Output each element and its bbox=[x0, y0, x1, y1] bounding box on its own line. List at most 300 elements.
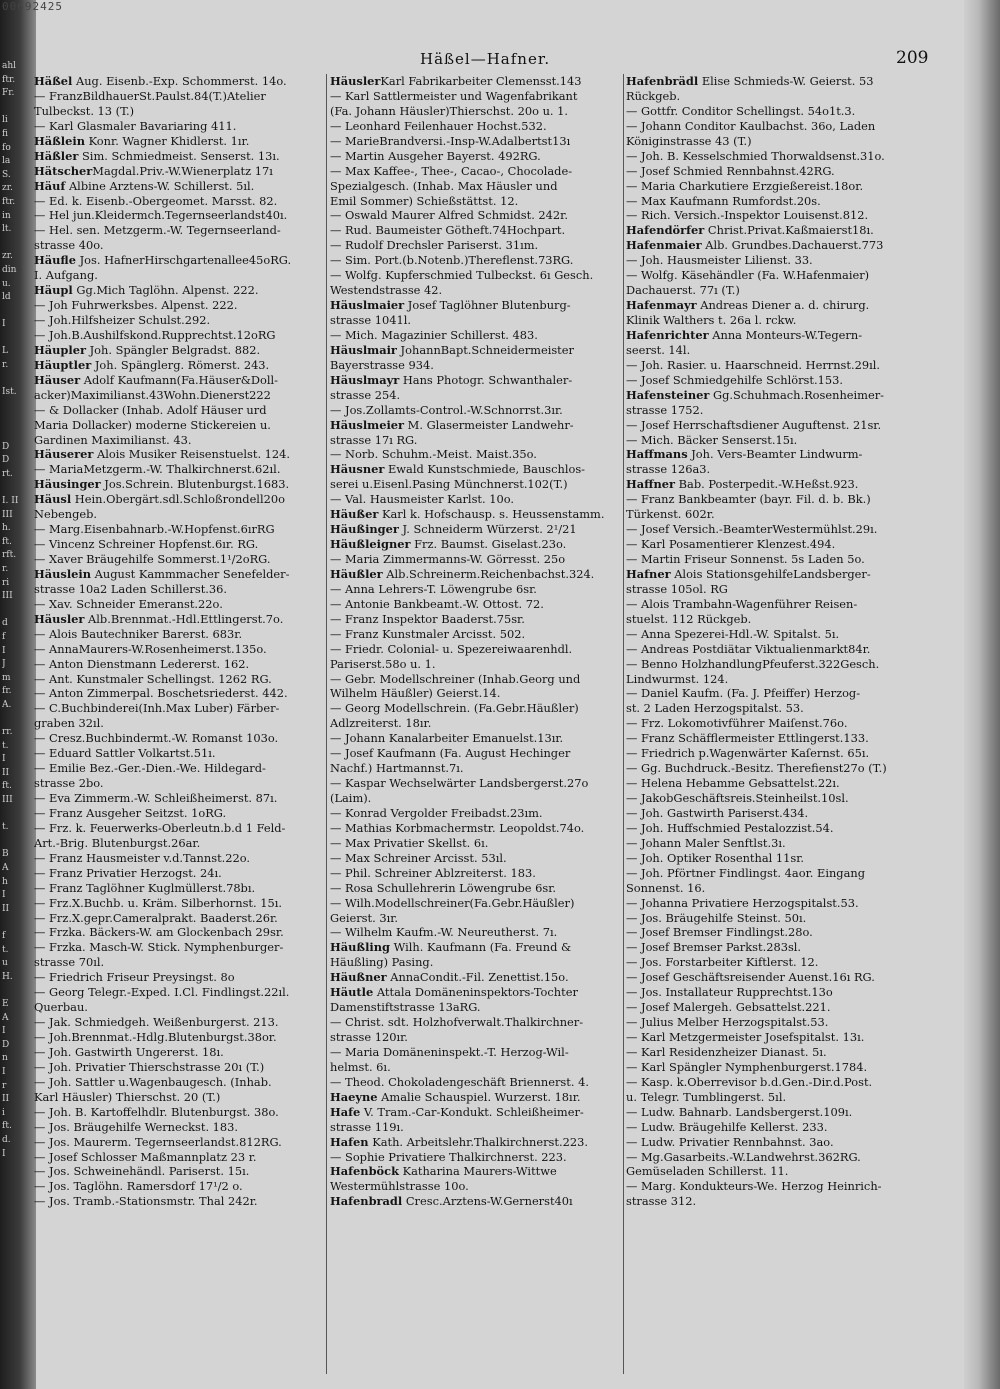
directory-entry bbox=[34, 268, 324, 283]
entry-text: Gemüseladen Schillerst. 11. bbox=[626, 1164, 789, 1179]
entry-text: — Karl Sattlermeister und Wagenfabrikant bbox=[330, 88, 578, 103]
entry-text: — MarieBrandversi.-Insp-W.Adalbertst13ı bbox=[330, 133, 571, 148]
entry-text: — Frz.X.Buchb. u. Kräm. Silberhornst. 15ı. bbox=[34, 895, 282, 910]
entry-text: — Karl Residenzheizer Dianast. 5ı. bbox=[626, 1044, 827, 1059]
directory-entry bbox=[34, 866, 324, 881]
directory-entry bbox=[330, 89, 622, 104]
entry-text: strasse 119ı. bbox=[330, 1119, 404, 1134]
directory-entry bbox=[626, 164, 920, 179]
directory-entry bbox=[626, 104, 920, 119]
directory-entry bbox=[34, 806, 324, 821]
directory-entry bbox=[330, 313, 622, 328]
entry-text: — Konrad Vergolder Freibadst.23ım. bbox=[330, 805, 543, 820]
directory-entry bbox=[626, 1000, 920, 1015]
entry-text: — Alois Trambahn-Wagenführer Reisen- bbox=[626, 596, 858, 611]
entry-text: Westendstrasse 42. bbox=[330, 283, 443, 298]
entry-text: Westermühlstrasse 10o. bbox=[330, 1179, 469, 1194]
entry-text: — Xaver Bräugehilfe Sommerst.1¹/2oRG. bbox=[34, 552, 271, 566]
directory-entry bbox=[626, 492, 920, 507]
entry-text: — Rosa Schullehrerin Löwengrube 6sr. bbox=[330, 880, 557, 895]
entry-text: Klinik Walthers t. 26a l. rckw. bbox=[626, 313, 797, 327]
surname-heading: Häuf bbox=[34, 178, 66, 193]
directory-entry bbox=[626, 208, 920, 223]
surname-heading: Häßler bbox=[34, 148, 79, 163]
surname-heading: Häuslmaier bbox=[330, 298, 405, 313]
entry-text: Jos. HafnerHirschgartenallee45oRG. bbox=[75, 253, 292, 268]
entry-text: strasse 17ı RG. bbox=[330, 432, 418, 447]
directory-entry bbox=[626, 179, 920, 194]
directory-entry bbox=[34, 1164, 324, 1179]
entry-text: (Laim). bbox=[330, 791, 372, 805]
directory-entry bbox=[34, 761, 324, 776]
entry-text: — Max Kaffee-, Thee-, Cacao-, Chocolade- bbox=[330, 163, 573, 178]
entry-text: — Gg. Buchdruck.-Besitz. Therefienst27o (T.) bbox=[626, 761, 887, 776]
surname-heading: Hafen bbox=[330, 1134, 369, 1149]
directory-entry bbox=[330, 866, 622, 881]
entry-text: — JakobGeschäftsreis.Steinheilst.10sl. bbox=[626, 791, 849, 805]
entry-text: — C.Buchbinderei(Inh.Max Luber) Färber- bbox=[34, 701, 280, 716]
directory-entry bbox=[34, 343, 324, 358]
entry-text: — Frz. Lokomotivführer Maiſenst.76o. bbox=[626, 716, 848, 731]
directory-entry bbox=[34, 940, 324, 955]
directory-entry bbox=[330, 268, 622, 283]
entry-text: — AnnaMaurers-W.Rosenheimerst.135o. bbox=[34, 641, 267, 656]
directory-entry bbox=[626, 672, 920, 687]
directory-entry bbox=[626, 1150, 920, 1165]
column-middle bbox=[330, 74, 622, 1374]
entry-text: Art.-Brig. Blutenburgst.26ar. bbox=[34, 835, 201, 850]
entry-text: Alois StationsgehilfeLandsberger- bbox=[670, 566, 871, 581]
directory-entry bbox=[34, 1194, 324, 1209]
directory-entry bbox=[34, 134, 324, 149]
entry-text: — Kaspar Wechselwärter Landsbergerst.27o bbox=[330, 776, 589, 791]
surname-heading: Häußer bbox=[330, 507, 379, 522]
directory-entry bbox=[34, 358, 324, 373]
running-head: Häßel—Hafner. bbox=[420, 50, 551, 68]
entry-text: — Friedrich Friseur Preysingst. 8o bbox=[34, 970, 235, 985]
directory-entry bbox=[34, 612, 324, 627]
directory-entry bbox=[626, 791, 920, 806]
entry-text: — Maria Charkutiere Erzgießereist.18or. bbox=[626, 178, 864, 193]
entry-text: — Ed. k. Eisenb.-Obergeomet. Marsst. 82. bbox=[34, 193, 278, 208]
entry-text: M. Glasermeister Landwehr- bbox=[404, 417, 574, 432]
entry-text: — Marg. Kondukteurs-We. Herzog Heinrich- bbox=[626, 1179, 882, 1194]
directory-entry bbox=[34, 179, 324, 194]
directory-entry bbox=[330, 701, 622, 716]
entry-text: — Gebr. Modellschreiner (Inhab.Georg und bbox=[330, 671, 581, 686]
entry-text: — Martin Ausgeher Bayerst. 492RG. bbox=[330, 148, 541, 163]
surname-heading: Häußner bbox=[330, 970, 387, 985]
entry-text: strasse 2bo. bbox=[34, 776, 104, 791]
entry-text: — Johanna Privatiere Herzogspitalst.53. bbox=[626, 895, 859, 910]
entry-text: Alois Musiker Reisenstuelst. 124. bbox=[93, 447, 291, 462]
directory-entry bbox=[330, 940, 622, 955]
directory-entry bbox=[34, 791, 324, 806]
directory-entry bbox=[626, 627, 920, 642]
surname-heading: Haeyne bbox=[330, 1089, 378, 1104]
directory-entry bbox=[34, 283, 324, 298]
directory-entry bbox=[34, 1060, 324, 1075]
column-rule bbox=[623, 74, 624, 1374]
directory-entry bbox=[626, 283, 920, 298]
entry-text: strasse 254. bbox=[330, 387, 401, 402]
directory-entry bbox=[626, 298, 920, 313]
surname-heading: Häusl bbox=[34, 492, 72, 507]
directory-entry bbox=[626, 567, 920, 582]
entry-text: V. Tram.-Car-Kondukt. Schleißheimer- bbox=[360, 1104, 584, 1119]
entry-text: — Val. Hausmeister Karlst. 10o. bbox=[330, 492, 515, 507]
directory-entry bbox=[626, 1015, 920, 1030]
directory-entry bbox=[626, 1060, 920, 1075]
surname-heading: Häusinger bbox=[34, 477, 101, 492]
column-left bbox=[34, 74, 324, 1374]
surname-heading: Häufle bbox=[34, 253, 76, 268]
directory-entry bbox=[626, 1075, 920, 1090]
directory-entry bbox=[34, 881, 324, 896]
entry-text: — Franz Hausmeister v.d.Tannst.22o. bbox=[34, 850, 251, 865]
entry-text: strasse 1752. bbox=[626, 402, 704, 417]
directory-entry bbox=[330, 821, 622, 836]
entry-text: — Joh Fuhrwerksbes. Alpenst. 222. bbox=[34, 298, 238, 313]
directory-entry bbox=[330, 492, 622, 507]
entry-text: — Mich. Bäcker Senserst.15ı. bbox=[626, 432, 798, 447]
entry-text: — Eduard Sattler Volkartst.51ı. bbox=[34, 746, 216, 761]
entry-text: Geierst. 3ır. bbox=[330, 910, 399, 925]
entry-text: Pariserst.58o u. 1. bbox=[330, 656, 436, 671]
entry-text: Attala Domäneninspektors-Tochter bbox=[373, 985, 578, 1000]
entry-text: — Theod. Chokoladengeschäft Briennerst. 4. bbox=[330, 1074, 589, 1089]
directory-entry bbox=[330, 1120, 622, 1135]
surname-heading: Hätscher bbox=[34, 163, 93, 178]
surname-heading: Hafendörfer bbox=[626, 223, 705, 238]
directory-entry bbox=[34, 851, 324, 866]
directory-entry bbox=[34, 492, 324, 507]
entry-text: strasse 10a2 Laden Schillerst.36. bbox=[34, 581, 228, 596]
entry-text: strasse 120ır. bbox=[330, 1030, 408, 1044]
directory-entry bbox=[330, 642, 622, 657]
surname-heading: Häupl bbox=[34, 283, 73, 298]
directory-entry bbox=[626, 1090, 920, 1105]
entry-text: Aug. Eisenb.-Exp. Schommerst. 14o. bbox=[72, 74, 287, 88]
entry-text: — Joh. Pförtner Findlingst. 4aor. Eingang bbox=[626, 865, 866, 880]
surname-heading: Hafe bbox=[330, 1104, 361, 1119]
entry-text: — Josef Versich.-BeamterWestermühlst.29ı. bbox=[626, 522, 878, 537]
entry-text: J. Schneiderm Würzerst. 2¹/21 bbox=[398, 522, 577, 537]
entry-text: stuelst. 112 Rückgeb. bbox=[626, 611, 752, 626]
entry-text: — Jak. Schmiedgeh. Weißenburgerst. 213. bbox=[34, 1015, 279, 1030]
entry-text: — Kasp. k.Oberrevisor b.d.Gen.-Dir.d.Post. bbox=[626, 1074, 873, 1089]
directory-entry bbox=[330, 433, 622, 448]
directory-entry bbox=[330, 238, 622, 253]
directory-entry bbox=[626, 223, 920, 238]
directory-entry bbox=[34, 447, 324, 462]
directory-entry bbox=[34, 1075, 324, 1090]
entry-text: — Josef Geschäftsreisender Auenst.16ı RG. bbox=[626, 970, 875, 985]
scan-id-stamp: 00692425 bbox=[2, 0, 63, 13]
entry-text: — Antonie Bankbeamt.-W. Ottost. 72. bbox=[330, 596, 544, 611]
directory-entry bbox=[626, 836, 920, 851]
directory-entry bbox=[330, 686, 622, 701]
entry-text: — Hel jun.Kleidermch.Tegernseerlandst40ı. bbox=[34, 208, 288, 223]
directory-entry bbox=[330, 985, 622, 1000]
entry-text: — Joh. Hausmeister Lilienst. 33. bbox=[626, 253, 813, 268]
entry-text: Tulbeckst. 13 (T.) bbox=[34, 103, 135, 118]
entry-text: — Christ. sdt. Holzhofverwalt.Thalkirchner- bbox=[330, 1015, 584, 1030]
directory-entry bbox=[330, 1075, 622, 1090]
directory-entry bbox=[330, 164, 622, 179]
entry-text: — Frz.X.gepr.Cameralprakt. Baaderst.26r. bbox=[34, 910, 278, 925]
entry-text: Rückgeb. bbox=[626, 88, 681, 103]
surname-heading: Hafenrichter bbox=[626, 327, 709, 342]
directory-entry bbox=[330, 672, 622, 687]
entry-text: strasse 312. bbox=[626, 1194, 697, 1209]
directory-entry bbox=[626, 821, 920, 836]
entry-text: — Phil. Schreiner Ablzreiterst. 183. bbox=[330, 865, 536, 880]
directory-entry bbox=[626, 358, 920, 373]
directory-entry bbox=[330, 119, 622, 134]
directory-entry bbox=[34, 552, 324, 567]
entry-text: Frz. Baumst. Giselast.23o. bbox=[410, 537, 567, 552]
directory-entry bbox=[34, 119, 324, 134]
entry-text: — Joh. B. Kartoffelhdlr. Blutenburgst. 38o. bbox=[34, 1104, 279, 1119]
surname-heading: Häuslmeier bbox=[330, 417, 405, 432]
entry-text: Bayerstrasse 934. bbox=[330, 357, 434, 372]
directory-entry bbox=[330, 627, 622, 642]
entry-text: Alb. Grundbes.Dachauerst.773 bbox=[701, 238, 884, 253]
entry-text: Gg.Schuhmach.Rosenheimer- bbox=[709, 387, 885, 402]
directory-entry bbox=[330, 149, 622, 164]
directory-entry bbox=[626, 74, 920, 89]
entry-text: Wilhelm Häußler) Geierst.14. bbox=[330, 686, 501, 701]
directory-entry bbox=[34, 462, 324, 477]
entry-text: — Joh. Rasier. u. Haarschneid. Herrnst.29ıl. bbox=[626, 357, 881, 372]
entry-text: — Josef Kaufmann (Fa. August Hechinger bbox=[330, 746, 571, 761]
directory-entry bbox=[626, 418, 920, 433]
directory-entry bbox=[626, 194, 920, 209]
entry-text: — Joh. Optiker Rosenthal 11sr. bbox=[626, 850, 805, 865]
entry-text: Häußling) Pasing. bbox=[330, 955, 434, 970]
entry-text: — Mathias Korbmachermstr. Leopoldst.74o. bbox=[330, 820, 585, 835]
surname-heading: Hafenböck bbox=[330, 1164, 399, 1179]
entry-text: — Georg Modellschrein. (Fa.Gebr.Häußler) bbox=[330, 701, 579, 716]
directory-entry bbox=[34, 776, 324, 791]
directory-entry bbox=[330, 1015, 622, 1030]
surname-heading: Haffner bbox=[626, 477, 676, 492]
directory-entry bbox=[34, 1045, 324, 1060]
directory-entry bbox=[34, 627, 324, 642]
directory-entry bbox=[626, 343, 920, 358]
entry-text: — Emilie Bez.-Ger.-Dien.-We. Hildegard- bbox=[34, 761, 266, 776]
directory-entry bbox=[330, 298, 622, 313]
entry-text: — Jos.Zollamts-Control.-W.Schnorrst.3ır. bbox=[330, 402, 563, 417]
directory-entry bbox=[330, 1030, 622, 1045]
directory-entry bbox=[626, 985, 920, 1000]
entry-text: — Martin Friseur Sonnenst. 5s Laden 5o. bbox=[626, 552, 865, 566]
directory-entry bbox=[330, 74, 622, 89]
entry-text: — Wolfg. Kupferschmied Tulbeckst. 6ı Gesch. bbox=[330, 268, 594, 283]
directory-entry bbox=[34, 985, 324, 1000]
entry-text: Hein.Obergärt.sdl.Schloßrondell20o bbox=[71, 492, 285, 507]
directory-entry bbox=[330, 522, 622, 537]
entry-text: — Johann Conditor Kaulbachst. 36o, Laden bbox=[626, 118, 876, 133]
column-rule bbox=[326, 74, 327, 1374]
entry-text: — Franz Ausgeher Seitzst. 1oRG. bbox=[34, 805, 227, 820]
directory-entry bbox=[626, 657, 920, 672]
surname-heading: Häuser bbox=[34, 372, 81, 387]
surname-heading: Häupler bbox=[34, 342, 86, 357]
directory-entry bbox=[626, 1179, 920, 1194]
entry-text: August Kammmacher Senefelder- bbox=[91, 566, 290, 581]
directory-entry bbox=[34, 821, 324, 836]
directory-entry bbox=[34, 597, 324, 612]
directory-entry bbox=[330, 746, 622, 761]
directory-entry bbox=[330, 1105, 622, 1120]
directory-entry bbox=[34, 1120, 324, 1135]
directory-entry bbox=[34, 522, 324, 537]
entry-text: Maria Dollacker) moderne Stickereien u. bbox=[34, 417, 271, 432]
directory-entry bbox=[34, 74, 324, 89]
directory-entry bbox=[626, 955, 920, 970]
entry-text: Spezialgesch. (Inhab. Max Häusler und bbox=[330, 178, 558, 193]
entry-text: — Franz Inspektor Baaderst.75sr. bbox=[330, 611, 525, 626]
entry-text: — Karl Glasmaler Bavariaring 411. bbox=[34, 118, 237, 133]
directory-entry bbox=[330, 925, 622, 940]
directory-entry bbox=[34, 298, 324, 313]
entry-text: — Johann Kanalarbeiter Emanuelst.13ır. bbox=[330, 731, 564, 746]
directory-entry bbox=[34, 746, 324, 761]
directory-entry bbox=[34, 388, 324, 403]
directory-entry bbox=[34, 149, 324, 164]
directory-entry bbox=[330, 552, 622, 567]
directory-entry bbox=[626, 537, 920, 552]
directory-entry bbox=[626, 881, 920, 896]
directory-entry bbox=[34, 686, 324, 701]
directory-entry bbox=[330, 1000, 622, 1015]
entry-text: AnnaCondit.-Fil. Zenettist.15o. bbox=[386, 970, 569, 985]
directory-entry bbox=[330, 253, 622, 268]
directory-entry bbox=[626, 806, 920, 821]
entry-text: — Ludw. Bahnarb. Landsbergerst.109ı. bbox=[626, 1104, 853, 1119]
directory-entry bbox=[626, 403, 920, 418]
entry-text: — Josef Herrschaftsdiener Auguftenst. 21sr. bbox=[626, 417, 882, 432]
entry-text: — Julius Melber Herzogspitalst.53. bbox=[626, 1015, 829, 1030]
directory-entry bbox=[330, 911, 622, 926]
entry-text: — Joh.B.Aushilfskond.Rupprechtst.12oRG bbox=[34, 327, 276, 342]
directory-entry bbox=[330, 851, 622, 866]
entry-text: — Joh. B. Kesselschmied Thorwaldsenst.31o. bbox=[626, 148, 885, 163]
surname-heading: Hafenbradl bbox=[330, 1194, 403, 1209]
surname-heading: Häuslmayr bbox=[330, 372, 400, 387]
directory-entry bbox=[626, 776, 920, 791]
directory-entry bbox=[34, 164, 324, 179]
entry-text: — Josef Schmied Rennbahnst.42RG. bbox=[626, 163, 835, 178]
entry-text: — Mg.Gasarbeits.-W.Landwehrst.362RG. bbox=[626, 1149, 861, 1164]
directory-entry bbox=[626, 896, 920, 911]
facing-page-margin-text: ahl ftr. Fr. li fi fo la S. zr. ftr. in lt. zr. din u. ld I L r. Ist. D D rt. I. II III h. ft. rft. r. ri III d f I J m fr. A. rr. t. I II ft. III t. B A h I II f t. u H. E A I D n I r II i ft. d. I bbox=[2, 61, 19, 1159]
directory-entry bbox=[330, 328, 622, 343]
directory-entry bbox=[626, 447, 920, 462]
surname-heading: Häußling bbox=[330, 940, 390, 955]
entry-text: Königinstrasse 43 (T.) bbox=[626, 133, 752, 148]
entry-text: — Marg.Eisenbahnarb.-W.Hopfenst.6ırRG bbox=[34, 522, 275, 537]
entry-text: strasse 40o. bbox=[34, 238, 104, 253]
entry-text: — Oswald Maurer Alfred Schmidst. 242r. bbox=[330, 208, 568, 223]
entry-text: — Jos. Maurerm. Tegernseerlandst.812RG. bbox=[34, 1134, 282, 1149]
entry-text: — Sophie Privatiere Thalkirchnerst. 223. bbox=[330, 1149, 567, 1164]
surname-heading: Häutle bbox=[330, 985, 374, 1000]
surname-heading: Häußleigner bbox=[330, 537, 411, 552]
entry-text: Querbau. bbox=[34, 1000, 88, 1015]
entry-text: Sonnenst. 16. bbox=[626, 880, 706, 895]
directory-entry bbox=[626, 89, 920, 104]
directory-entry bbox=[330, 881, 622, 896]
entry-text: serei u.Eisenl.Pasing Münchnerst.102(T.) bbox=[330, 477, 568, 492]
entry-text: (Fa. Johann Häusler)Thierschst. 20o u. 1. bbox=[330, 103, 569, 118]
entry-text: seerst. 14l. bbox=[626, 342, 691, 357]
directory-entry bbox=[330, 1060, 622, 1075]
directory-entry bbox=[34, 208, 324, 223]
entry-text: Damenstiftstrasse 13aRG. bbox=[330, 1000, 481, 1015]
entry-text: — Franz Schäfflermeister Ettlingerst.133. bbox=[626, 731, 869, 746]
directory-entry bbox=[626, 507, 920, 522]
entry-text: — Franz Kunstmaler Arcisst. 502. bbox=[330, 626, 526, 641]
surname-heading: Häuptler bbox=[34, 357, 92, 372]
directory-entry bbox=[626, 253, 920, 268]
directory-entry bbox=[626, 313, 920, 328]
entry-text: Karl Fabrikarbeiter Clemensst.143 bbox=[380, 74, 582, 88]
directory-entry bbox=[626, 597, 920, 612]
directory-entry bbox=[34, 89, 324, 104]
entry-text: — Franz Taglöhner Kuglmüllerst.78bı. bbox=[34, 880, 256, 895]
directory-entry bbox=[330, 462, 622, 477]
surname-heading: Hafenmayr bbox=[626, 298, 697, 313]
entry-text: — Max Kaufmann Rumfordst.20s. bbox=[626, 193, 821, 208]
entry-text: strasse 105ol. RG bbox=[626, 581, 728, 596]
directory-entry bbox=[34, 433, 324, 448]
entry-text: — Anton Dienstmann Ledererst. 162. bbox=[34, 656, 250, 671]
directory-entry bbox=[330, 1179, 622, 1194]
entry-text: Nachf.) Hartmannst.7ı. bbox=[330, 761, 464, 776]
directory-entry bbox=[34, 955, 324, 970]
directory-entry bbox=[330, 657, 622, 672]
directory-entry bbox=[626, 238, 920, 253]
entry-text: — Jos. Tramb.-Stationsmstr. Thal 242r. bbox=[34, 1194, 258, 1209]
entry-text: — Jos. Forstarbeiter Kiftlerst. 12. bbox=[626, 955, 819, 970]
entry-text: Joh. Spänglerg. Römerst. 243. bbox=[91, 357, 270, 372]
directory-entry bbox=[626, 642, 920, 657]
entry-text: — Karl Metzgermeister Josefspitalst. 13ı. bbox=[626, 1030, 865, 1044]
directory-entry bbox=[626, 552, 920, 567]
entry-text: — Joh. Huffschmied Pestalozzist.54. bbox=[626, 820, 834, 835]
entry-text: — Alois Bautechniker Barerst. 683r. bbox=[34, 626, 243, 641]
surname-heading: Häusner bbox=[330, 462, 385, 477]
surname-heading: Häusler bbox=[330, 74, 381, 88]
directory-entry bbox=[330, 388, 622, 403]
entry-text: Sim. Schmiedmeist. Senserst. 13ı. bbox=[78, 148, 280, 163]
entry-text: — Gottfr. Conditor Schellingst. 54o1t.3. bbox=[626, 103, 856, 118]
entry-text: — Karl Posamentierer Klenzest.494. bbox=[626, 537, 836, 552]
entry-text: — Jos. Bräugehilfe Steinst. 50ı. bbox=[626, 910, 807, 925]
entry-text: — Mich. Magazinier Schillerst. 483. bbox=[330, 327, 538, 342]
directory-entry bbox=[626, 1194, 920, 1209]
directory-entry bbox=[330, 970, 622, 985]
entry-text: Emil Sommer) Schießstättst. 12. bbox=[330, 193, 519, 208]
directory-entry bbox=[626, 761, 920, 776]
entry-text: — Franz Bankbeamter (bayr. Fil. d. b. Bk.) bbox=[626, 492, 871, 507]
directory-entry bbox=[34, 1179, 324, 1194]
entry-text: — Rich. Versich.-Inspektor Louisenst.812. bbox=[626, 208, 869, 223]
entry-text: Elise Schmieds-W. Geierst. 53 bbox=[698, 74, 874, 88]
